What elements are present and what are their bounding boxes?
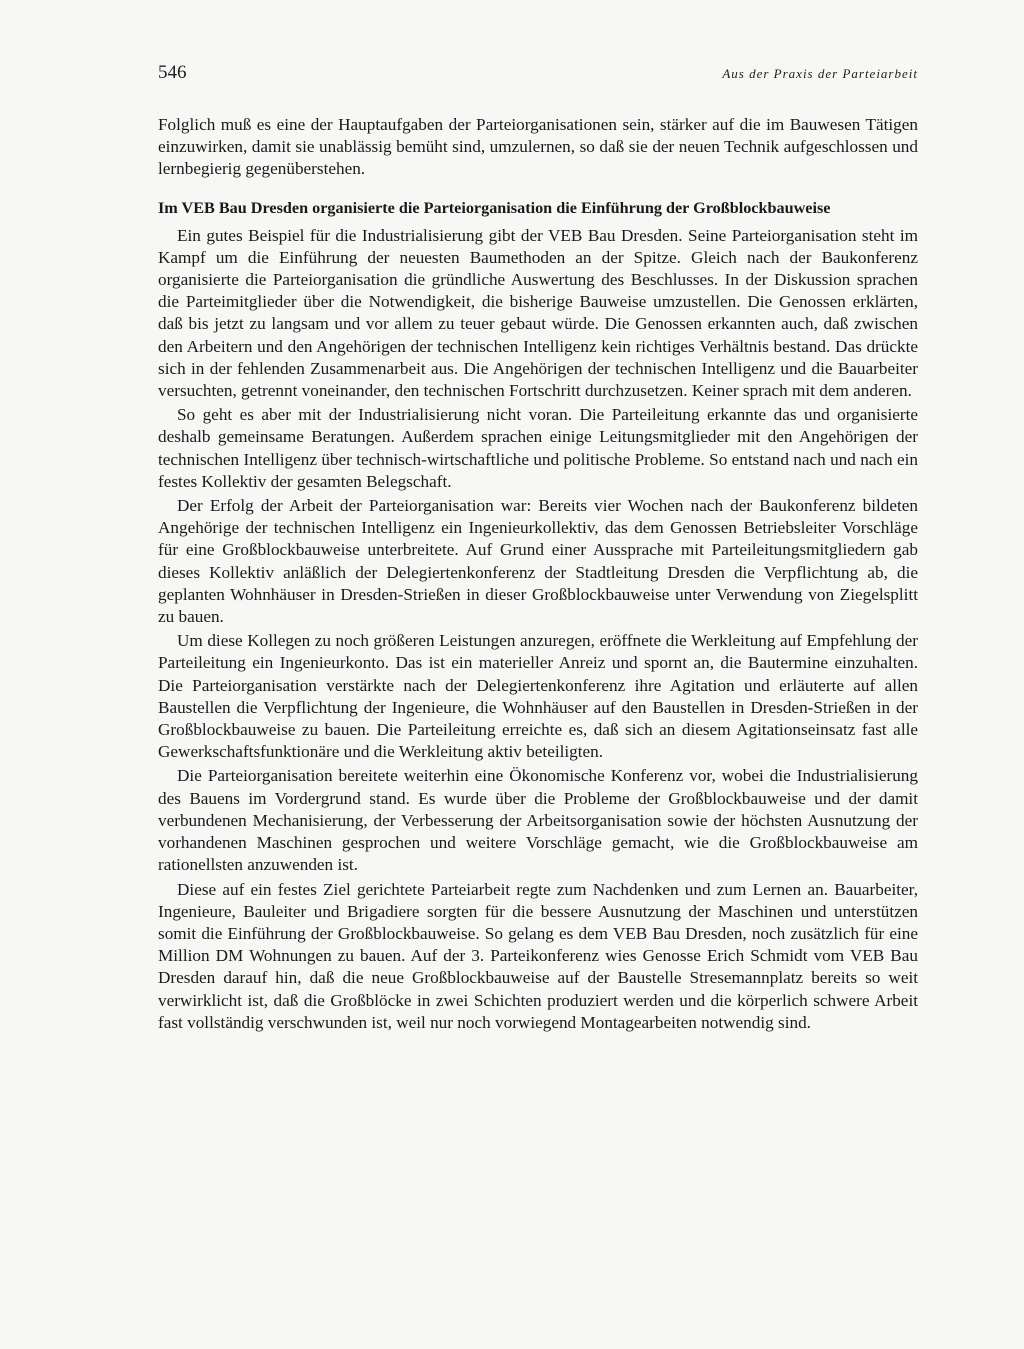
- page-number: 546: [158, 62, 187, 83]
- running-title: Aus der Praxis der Parteiarbeit: [722, 66, 918, 81]
- body-paragraph-3: Der Erfolg der Arbeit der Parteiorganisation war: Bereits vier Wochen nach der Baukonferenz bildeten Angehörige der technischen Intelligenz ein Ingenieurkollektiv, das dem Genossen Betriebsleiter Vorschläge für eine Großblockbauweise unterbreitete. Auf Grund einer Aussprache mit Parteileitungsmitgliedern gab dieses Kollektiv anläßlich der Delegiertenkonferenz der Stadtleitung Dresden die Verpflichtung ab, die geplanten Wohnhäuser in Dresden-Strießen in dieser Großblockbauweise unter Verwendung von Ziegelsplitt zu bauen.: [158, 496, 918, 627]
- section-heading: Im VEB Bau Dresden organisierte die Parteiorganisation die Einführung der Großblockbauweise: [158, 198, 831, 217]
- body-paragraph-6: Diese auf ein festes Ziel gerichtete Parteiarbeit regte zum Nachdenken und zum Lernen an. Bauarbeiter, Ingenieure, Bauleiter und Brigadiere sorgten für die bessere Ausnutzung der Maschinen und unterstützen somit die Einführung der Großblockbauweise. So gelang es dem VEB Bau Dresden, noch zusätzlich für eine Million DM Wohnungen zu bauen. Auf der 3. Parteikonferenz wies Genosse Erich Schmidt vom VEB Bau Dresden darauf hin, daß die neue Großblockbauweise auf der Baustelle Stresemannplatz bereits so weit verwirklicht ist, daß die Großblöcke in zwei Schichten produziert werden und die körperlich schwere Arbeit fast vollständig verschwunden ist, weil nur noch vorwiegend Montagearbeiten notwendig sind.: [158, 879, 918, 1032]
- body-paragraph-1: Ein gutes Beispiel für die Industrialisierung gibt der VEB Bau Dresden. Seine Parteiorganisation steht im Kampf um die Einführung der neuesten Baumethoden an der Spitze. Gleich nach der Baukonferenz organisierte die Parteiorganisation die gründliche Auswertung des Beschlusses. In der Diskussion sprachen die Parteimitglieder über die Notwendigkeit, die bisherige Bauweise umzustellen. Die Genossen erklärten, daß bis jetzt zu langsam und vor allem zu teuer gebaut würde. Die Genossen erkannten auch, daß zwischen den Arbeitern und den Angehörigen der technischen Intelligenz kein richtiges Verhältnis bestand. Das drückte sich in der fehlenden Zusammenarbeit aus. Die Angehörigen der technischen Intelligenz und die Bauarbeiter versuchten, getrennt voneinander, den technischen Fortschritt durchzusetzen. Keiner sprach mit dem anderen.: [158, 225, 918, 401]
- body-paragraph-4: Um diese Kollegen zu noch größeren Leistungen anzuregen, eröffnete die Werkleitung auf Empfehlung der Parteileitung ein Ingenieurkonto. Das ist ein materieller Anreiz und spornt an, die Bautermine einzuhalten. Die Parteiorganisation verstärkte nach der Delegiertenkonferenz ihre Agitation und erläuterte auf allen Baustellen die Verpflichtung der Ingenieure, die Wohnhäuser auf den Baustellen in Dresden-Strießen in der Großblockbauweise zu bauen. Die Parteileitung erreichte es, daß sich an diesem Agitationseinsatz fast alle Gewerkschaftsfunktionäre und die Werkleitung aktiv beteiligten.: [158, 631, 918, 762]
- page-header: [158, 62, 918, 86]
- article-body: [158, 114, 918, 1034]
- intro-paragraph: Folglich muß es eine der Hauptaufgaben der Parteiorganisationen sein, stärker auf die im Bauwesen Tätigen einzuwirken, damit sie unablässig bemüht sind, umzulernen, so daß sie der neuen Technik aufgeschlossen und lernbegierig gegenüberstehen.: [158, 115, 918, 179]
- body-paragraph-2: So geht es aber mit der Industrialisierung nicht voran. Die Parteileitung erkannte das und organisierte deshalb gemeinsame Beratungen. Außerdem sprachen einige Leitungsmitglieder mit den Angehörigen der technischen Intelligenz über technisch-wirtschaftliche und politische Probleme. So entstand nach und nach ein festes Kollektiv der gesamten Belegschaft.: [158, 405, 918, 491]
- body-paragraph-5: Die Parteiorganisation bereitete weiterhin eine Ökonomische Konferenz vor, wobei die Industrialisierung des Bauens im Vordergrund stand. Es wurde über die Probleme der Großblockbauweise und der damit verbundenen Mechanisierung, der Verbesserung der Arbeitsorganisation sowie der höchsten Ausnutzung der vorhandenen Maschinen gesprochen und weitere Vorschläge gemacht, wie die Großblockbauweise am rationellsten anzuwenden ist.: [158, 766, 918, 875]
